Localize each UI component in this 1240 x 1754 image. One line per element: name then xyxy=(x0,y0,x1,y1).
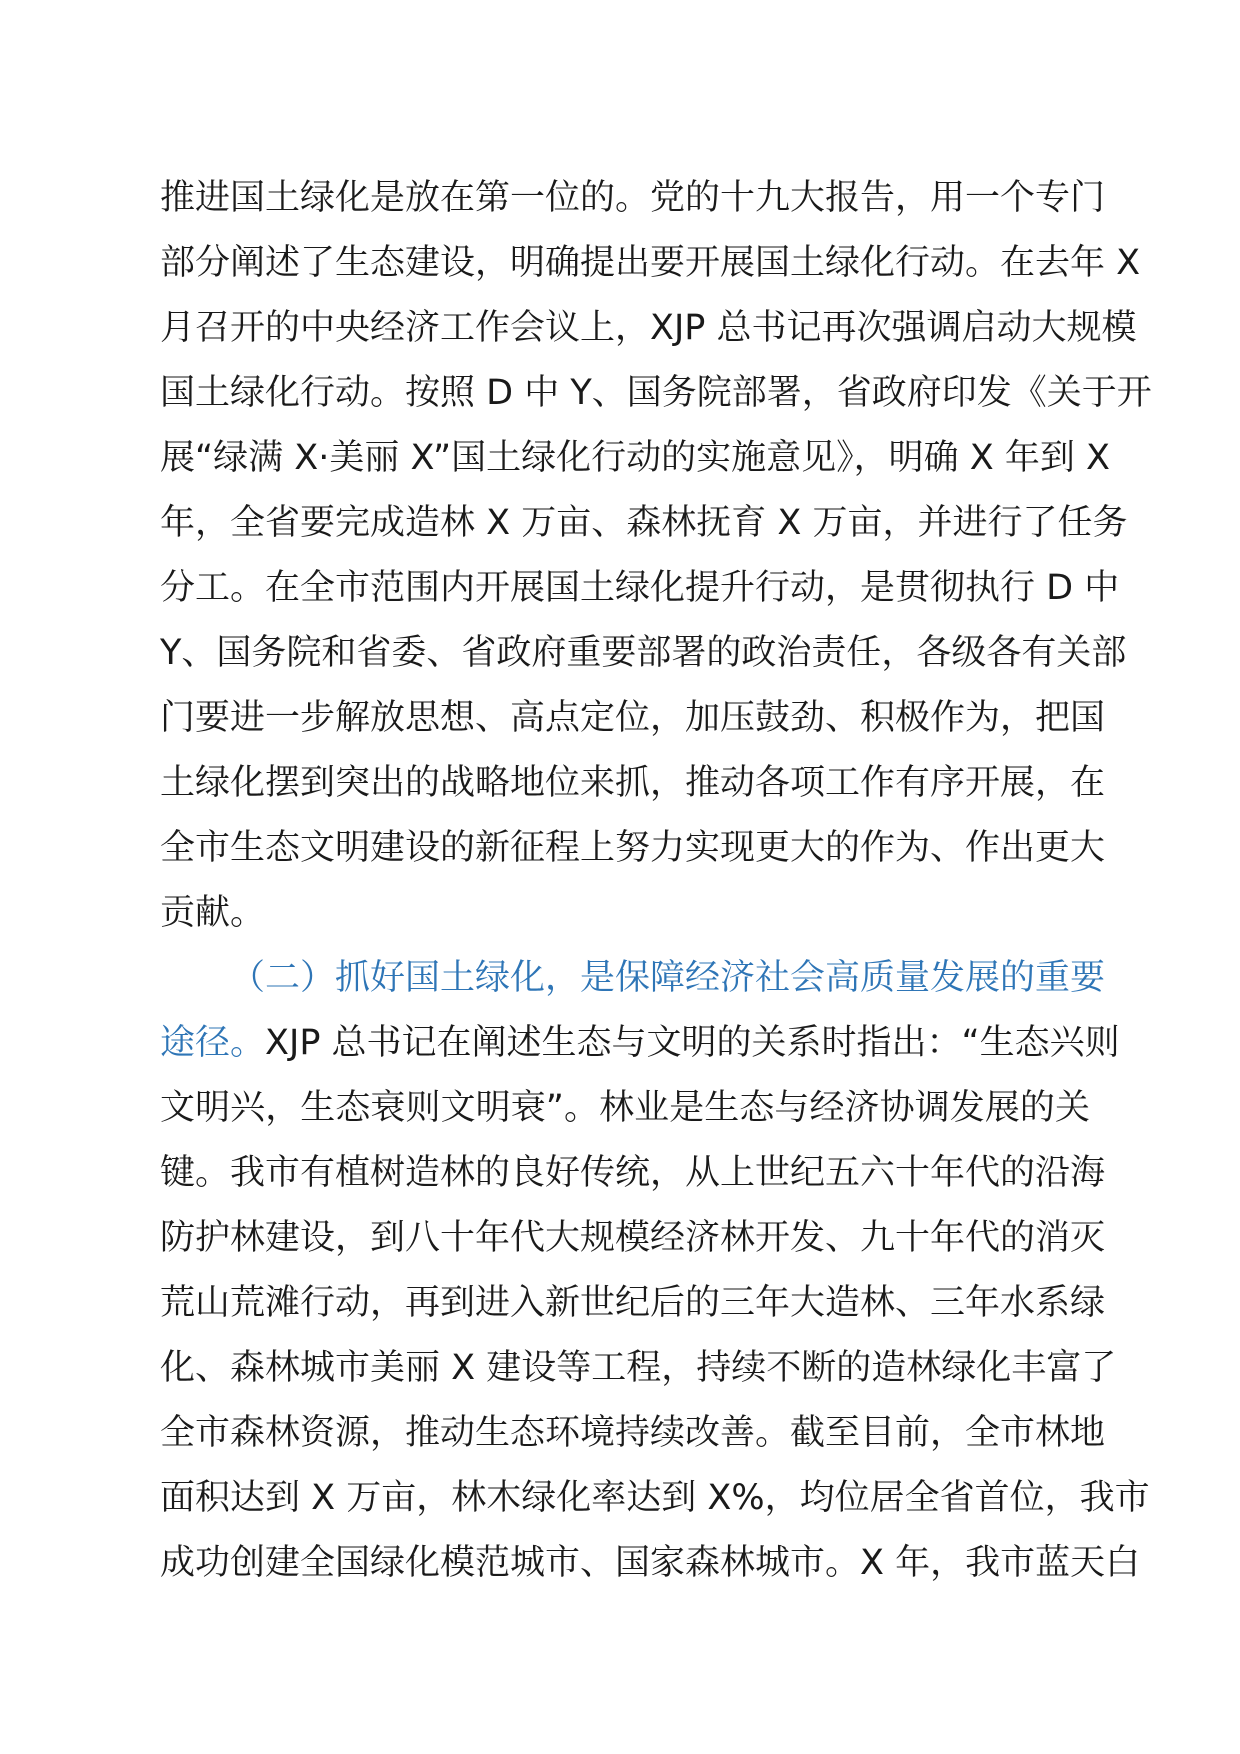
text-line: 化、森林城市美丽 X 建设等工程，持续不断的造林绿化丰富了 xyxy=(160,1348,1117,1388)
text-line: 成功创建全国绿化模范城市、国家森林城市。X 年，我市蓝天白 xyxy=(160,1543,1141,1583)
text-line: 部分阐述了生态建设，明确提出要开展国土绿化行动。在去年 X xyxy=(160,243,1141,283)
paragraph-1 xyxy=(160,166,1152,946)
text-line: 国土绿化行动。按照 D 中 Y、国务院部署，省政府印发《关于开 xyxy=(160,373,1152,413)
text-line: 月召开的中央经济工作会议上，XJP 总书记再次强调启动大规模 xyxy=(160,308,1137,348)
text-line: 荒山荒滩行动，再到进入新世纪后的三年大造林、三年水系绿 xyxy=(160,1283,1106,1323)
text-line: 推进国土绿化是放在第一位的。党的十九大报告，用一个专门 xyxy=(160,178,1106,218)
text-line-rest: XJP 总书记在阐述生态与文明的关系时指出：“生态兴则 xyxy=(265,1023,1120,1063)
text-line: 防护林建设，到八十年代大规模经济林开发、九十年代的消灭 xyxy=(160,1218,1106,1258)
section-heading-line: （二）抓好国土绿化，是保障经济社会高质量发展的重要 xyxy=(230,958,1106,998)
text-line: 土绿化摆到突出的战略地位来抓，推动各项工作有序开展，在 xyxy=(160,763,1106,803)
section-heading-end: 途径。 xyxy=(160,1023,266,1063)
text-line: 分工。在全市范围内开展国土绿化提升行动，是贯彻执行 D 中 xyxy=(160,568,1120,608)
text-line: 键。我市有植树造林的良好传统，从上世纪五六十年代的沿海 xyxy=(160,1153,1106,1193)
text-line: Y、国务院和省委、省政府重要部署的政治责任，各级各有关部 xyxy=(160,633,1127,673)
text-line: 全市生态文明建设的新征程上努力实现更大的作为、作出更大 xyxy=(160,828,1106,868)
text-line xyxy=(160,1011,1120,1076)
document-body xyxy=(160,166,1152,1596)
text-line: 贡献。 xyxy=(160,893,266,933)
text-line: 展“绿满 X·美丽 X”国土绿化行动的实施意见》，明确 X 年到 X xyxy=(160,438,1111,478)
text-line: 门要进一步解放思想、高点定位，加压鼓劲、积极作为，把国 xyxy=(160,698,1106,738)
text-line: 文明兴，生态衰则文明衰”。林业是生态与经济协调发展的关 xyxy=(160,1088,1090,1128)
paragraph-2 xyxy=(160,946,1150,1596)
text-line: 年，全省要完成造林 X 万亩、森林抚育 X 万亩，并进行了任务 xyxy=(160,503,1128,543)
text-line: 面积达到 X 万亩，林木绿化率达到 X%，均位居全省首位，我市 xyxy=(160,1478,1150,1518)
text-line: 全市森林资源，推动生态环境持续改善。截至目前，全市林地 xyxy=(160,1413,1106,1453)
